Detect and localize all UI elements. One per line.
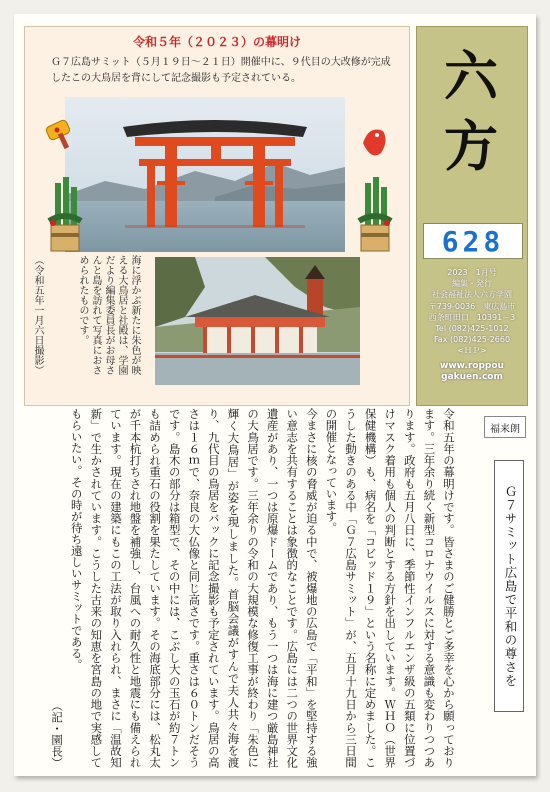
address-line-1: 〒739-0036 東広島市 xyxy=(428,301,516,311)
photo-date: （令和五年一月六日撮影） xyxy=(32,255,43,375)
newsletter-title: 六方 xyxy=(444,44,500,178)
issue-date: 2023 1月号 xyxy=(447,268,497,277)
article-paragraph: 今まさに核の脅威が迫る中で、被爆地の広島で「平和」を堅持する強い意志を共有することは象徴的なことです。広島には二つの世界文化遺産があり、一つは原爆ドームであり、もう一つは海に建つ厳島神社の大鳥居です。三年余りの令和の大規模な修復工事が終わり「朱色に輝く大鳥居」が姿を現しました。首脳会議がすんで夫人共々海を渡り、九代目の鳥居をバックに記念撮影も予定されています。鳥居の高さは１６ｍで、奈良の大仏像と同じ高さです。重さは６０トンだそうです。島木の部分は箱型で、その中には、こぶし大の玉石が約７トンも詰められ重石の役割を果たしています。その海底部分には、松丸太が千本杭打ちされ地盤を補強し、台風への耐久性と地震にも備えられています。現在の建築にもこの工法が取り入れられ、まさに「温故知新」で生かされています。こうした古来の知恵を宮島の地で実感してもらいたい。その時が待ち遠しいサミットである。 xyxy=(69,408,319,768)
website-line-1[interactable]: www.roppou xyxy=(440,360,504,371)
shrine-photo xyxy=(155,257,360,385)
article-title: Ｇ７サミット広島で平和の尊さを xyxy=(494,460,524,712)
newsletter-page xyxy=(14,14,536,776)
website-line-2[interactable]: gakuen.com xyxy=(441,371,503,382)
tel: Tel (082)425-1012 xyxy=(435,324,509,334)
lead-text: Ｇ７広島サミット（５月１９日～２１日）開催中に、９代目の大改修が完成したこの大鳥居を背にして記念撮影も予定されている。 xyxy=(51,57,391,84)
headline: 令和５年（２０２３）の幕明け xyxy=(132,35,301,49)
sea-bream-icon xyxy=(359,123,389,163)
publisher-label: 編集・発行 xyxy=(452,279,492,289)
kadomatsu-right-icon xyxy=(355,177,395,255)
author-box: 福来朗 xyxy=(484,416,526,438)
photo-caption: 海に浮かぶ新たに朱色が映える大鳥居と社殿は、学園だより編集委員長がお母さんと島を訪れて写真におさめられたものです。 xyxy=(77,255,140,375)
signature: （記・園長） xyxy=(50,699,65,768)
torii-photo xyxy=(65,97,345,252)
article-paragraph: 令和五年の幕明けです。皆さまのご健勝とご多幸を心から願っております。三年余り続く新型コロナウイルスに対する意識も変わりつつあります。政府も五月八日に、季節性インフルエンザ級の五類に位置づけマスク着用も個人の判断とする方針を出しています。ＷＨＯ（世界保健機構）も、病名を「コビッド１９」という名称に定めました。こうした動きのある中「Ｇ７広島サミット」が、五月十九日から三日間の開催となっています。 xyxy=(324,408,456,768)
masthead xyxy=(416,26,528,406)
publisher-info xyxy=(419,267,525,383)
address-line-2: 西条町田口 10391－3 xyxy=(428,312,516,322)
hp-label: <ＨＰ> xyxy=(457,346,487,356)
issue-number: 628 xyxy=(423,223,523,259)
mallet-icon xyxy=(43,115,79,151)
photo-panel xyxy=(24,26,410,406)
org-name: 社会福祉法人六方学園 xyxy=(432,290,512,300)
fax: Fax (082)425-2660 xyxy=(433,335,511,345)
article-body xyxy=(28,408,458,768)
kadomatsu-left-icon xyxy=(45,177,85,255)
